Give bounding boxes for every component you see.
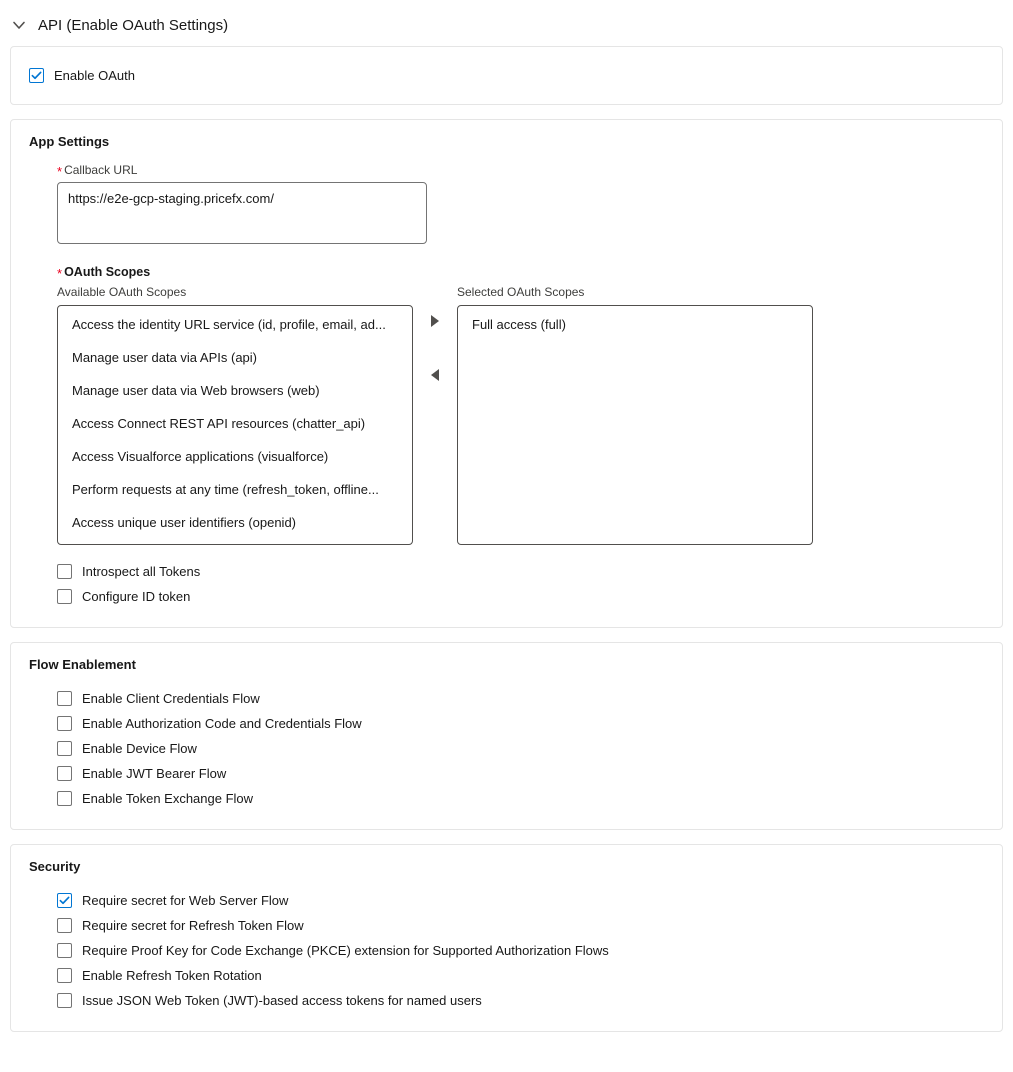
issue-jwt-access-tokens-row[interactable] [57, 988, 984, 1013]
enable-client-credentials-flow-row[interactable] [57, 686, 984, 711]
app-settings-title: App Settings [29, 134, 110, 149]
caret-right-icon[interactable] [428, 313, 442, 329]
selected-scopes-listbox[interactable] [457, 305, 813, 545]
list-item[interactable]: Access Connect REST API resources (chatter_api) [72, 416, 366, 431]
oauth-scopes-label: OAuth Scopes [64, 265, 151, 279]
caret-left-icon[interactable] [428, 367, 442, 383]
list-item[interactable]: Access Visualforce applications (visualforce) [72, 449, 329, 464]
available-scopes-listbox[interactable] [57, 305, 413, 545]
move-buttons-column [413, 285, 457, 383]
require-secret-refresh-token-label: Require secret for Refresh Token Flow [82, 918, 304, 933]
selected-scopes-column [457, 285, 813, 545]
configure-id-token-label: Configure ID token [82, 589, 191, 604]
app-settings-checkbox-group [57, 559, 984, 609]
require-secret-web-server-row[interactable] [57, 888, 984, 913]
require-secret-refresh-token-row[interactable] [57, 913, 984, 938]
required-marker: * [57, 164, 63, 179]
callback-url-label: Callback URL [64, 163, 138, 177]
enable-oauth-label: Enable OAuth [54, 68, 135, 83]
introspect-tokens-row[interactable] [57, 559, 984, 584]
list-item[interactable]: Access the identity URL service (id, profile, email, ad... [72, 317, 386, 332]
list-item[interactable]: Access unique user identifiers (openid) [72, 515, 297, 530]
enable-device-flow-row[interactable] [57, 736, 984, 761]
issue-jwt-access-tokens-label: Issue JSON Web Token (JWT)-based access tokens for named users [82, 993, 482, 1008]
selected-scopes-label: Selected OAuth Scopes [457, 285, 585, 299]
enable-device-flow-label: Enable Device Flow [82, 741, 197, 756]
oauth-scopes-label-row [57, 265, 984, 279]
enable-authorization-code-flow-row[interactable] [57, 711, 984, 736]
enable-oauth-checkbox[interactable] [29, 68, 44, 83]
introspect-tokens-checkbox[interactable] [57, 564, 72, 579]
chevron-down-icon[interactable] [10, 16, 28, 34]
available-scopes-label: Available OAuth Scopes [57, 285, 187, 299]
require-pkce-label: Require Proof Key for Code Exchange (PKCE) extension for Supported Authorization Flows [82, 943, 609, 958]
enable-client-credentials-flow-label: Enable Client Credentials Flow [82, 691, 260, 706]
enable-device-flow-checkbox[interactable] [57, 741, 72, 756]
available-scopes-column [57, 285, 413, 545]
flow-enablement-title: Flow Enablement [29, 657, 136, 672]
enable-client-credentials-flow-checkbox[interactable] [57, 691, 72, 706]
enable-token-exchange-flow-checkbox[interactable] [57, 791, 72, 806]
section-header [0, 0, 1013, 46]
enable-token-exchange-flow-label: Enable Token Exchange Flow [82, 791, 254, 806]
require-secret-refresh-token-checkbox[interactable] [57, 918, 72, 933]
oauth-scopes-duallistbox [57, 285, 984, 545]
enable-jwt-bearer-flow-row[interactable] [57, 761, 984, 786]
require-pkce-row[interactable] [57, 938, 984, 963]
enable-refresh-token-rotation-checkbox[interactable] [57, 968, 72, 983]
security-card [10, 844, 1003, 1032]
enable-oauth-row[interactable] [29, 63, 984, 88]
require-secret-web-server-label: Require secret for Web Server Flow [82, 893, 289, 908]
callback-url-input[interactable] [57, 182, 427, 244]
configure-id-token-checkbox[interactable] [57, 589, 72, 604]
required-marker-scopes: * [57, 266, 63, 281]
security-title: Security [29, 859, 81, 874]
list-item[interactable]: Manage user data via Web browsers (web) [72, 383, 320, 398]
app-settings-card [10, 119, 1003, 628]
callback-url-label-row [57, 163, 984, 177]
require-pkce-checkbox[interactable] [57, 943, 72, 958]
enable-refresh-token-rotation-row[interactable] [57, 963, 984, 988]
issue-jwt-access-tokens-checkbox[interactable] [57, 993, 72, 1008]
enable-token-exchange-flow-row[interactable] [57, 786, 984, 811]
enable-authorization-code-flow-checkbox[interactable] [57, 716, 72, 731]
list-item[interactable]: Perform requests at any time (refresh_token, offline... [72, 482, 379, 497]
introspect-tokens-label: Introspect all Tokens [82, 564, 201, 579]
enable-jwt-bearer-flow-checkbox[interactable] [57, 766, 72, 781]
flow-enablement-card [10, 642, 1003, 830]
enable-authorization-code-flow-label: Enable Authorization Code and Credentials Flow [82, 716, 362, 731]
list-item[interactable]: Full access (full) [472, 317, 566, 332]
configure-id-token-row[interactable] [57, 584, 984, 609]
enable-oauth-card [10, 46, 1003, 105]
enable-refresh-token-rotation-label: Enable Refresh Token Rotation [82, 968, 262, 983]
enable-jwt-bearer-flow-label: Enable JWT Bearer Flow [82, 766, 227, 781]
page-title: API (Enable OAuth Settings) [38, 16, 229, 34]
list-item[interactable]: Manage user data via APIs (api) [72, 350, 257, 365]
require-secret-web-server-checkbox[interactable] [57, 893, 72, 908]
